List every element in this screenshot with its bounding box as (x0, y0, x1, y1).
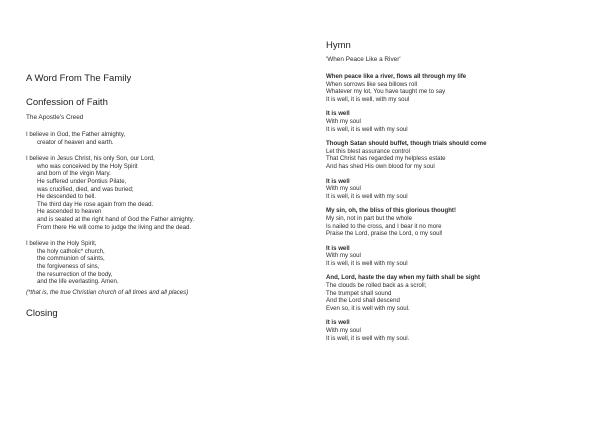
hymn-line: With my soul (326, 185, 361, 193)
hymn-line: Even so, it is well with my soul. (326, 304, 410, 312)
hymn-line: Though Satan should buffet, though trials should come (326, 140, 487, 148)
hymn-stanza (326, 245, 586, 268)
creed-paragraph-3 (26, 240, 286, 286)
hymn-stanza (326, 140, 586, 170)
hymn-line: It is well (326, 319, 350, 327)
hymn-stanza (326, 73, 586, 103)
hymn-line: It is well (326, 177, 350, 185)
hymn-line: And, Lord, haste the day when my faith shall be sight (326, 274, 481, 282)
creed-line: From there He will come to judge the living and the dead. (37, 223, 192, 231)
creed-line: I believe in the Holy Spirit, (26, 240, 97, 248)
hymn-line: It is well, it is well with my soul (326, 192, 408, 200)
hymn-stanza (326, 178, 586, 201)
hymn-line: Praise the Lord, praise the Lord, o my soul! (326, 230, 443, 238)
creed-line: I believe in Jesus Christ, his only Son, our Lord, (26, 155, 155, 163)
word-from-family-heading: A Word From The Family (26, 73, 132, 84)
creed-line: who was conceived by the Holy Spirit (37, 162, 138, 170)
creed-footnote: (*that is, the true Christian church of all times and all places) (26, 288, 189, 296)
creed-line: and born of the virgin Mary. (37, 170, 111, 178)
confession-heading: Confession of Faith (26, 97, 108, 108)
hymn-line: And has shed His own blood for my soul (326, 162, 435, 170)
hymn-line: With my soul (326, 327, 361, 335)
hymn-stanza (326, 274, 586, 312)
creed-line: was crucified, died, and was buried; (37, 185, 134, 193)
hymn-line: With my soul (326, 117, 361, 125)
hymn-line: It is well (326, 244, 350, 252)
creed-line: I believe in God, the Father almighty, (26, 131, 126, 138)
hymn-line: With my soul (326, 252, 361, 260)
creed-line: He suffered under Pontius Pilate, (37, 177, 127, 185)
creed-line: The third day He rose again from the dead. (37, 200, 154, 208)
creed-line: He descended to hell. (37, 193, 96, 201)
hymn-line: My sin, oh, the bliss of this glorious thought! (326, 207, 456, 215)
hymn-line: Whatever my lot, You have taught me to say (326, 88, 446, 96)
left-column (26, 73, 286, 320)
creed-paragraph-1 (26, 131, 286, 146)
creed-line: the resurrection of the body, (37, 270, 113, 278)
hymn-line: It is well, it is well with my soul. (326, 334, 410, 342)
creed-line: and is seated at the right hand of God the Father almighty. (37, 215, 195, 223)
hymn-line: The clouds be rolled back as a scroll; (326, 282, 427, 290)
hymn-line: It is well, it is well with my soul (326, 259, 408, 267)
hymn-line: It is well (326, 110, 350, 118)
creed-line: the communion of saints, (37, 255, 105, 263)
hymn-heading: Hymn (326, 40, 351, 51)
hymn-name: 'When Peace Like a River' (326, 56, 401, 63)
hymn-line: Is nailed to the cross, and I bear it no more (326, 222, 442, 230)
right-column (326, 40, 586, 342)
hymn-line: When sorrows like sea billows roll (326, 80, 418, 88)
creed-name: The Apostle's Creed (26, 114, 84, 121)
creed-line: He ascended to heaven (37, 208, 102, 216)
hymn-stanza (326, 319, 586, 342)
hymn-stanza (326, 207, 586, 237)
creed-line: creator of heaven and earth. (37, 138, 114, 146)
creed-line: and the life everlasting. Amen. (37, 278, 119, 286)
hymn-line: My sin, not in part but the whole (326, 214, 413, 222)
creed-paragraph-2 (26, 155, 286, 231)
hymn-line: That Christ has regarded my helpless estate (326, 155, 446, 163)
hymn-line: It is well, it is well, with my soul (326, 95, 410, 103)
creed-line: the holy catholic* church, (37, 247, 105, 255)
hymn-line: Let this blest assurance control (326, 147, 411, 155)
hymn-line: And the Lord shall descend (326, 297, 400, 305)
hymn-stanza (326, 110, 586, 133)
hymn-lyrics (326, 73, 586, 342)
hymn-line: When peace like a river, flows all through my life (326, 73, 467, 80)
creed-line: the forgiveness of sins, (37, 262, 100, 270)
hymn-line: The trumpet shall sound (326, 289, 392, 297)
hymn-line: It is well, it is well with my soul (326, 125, 408, 133)
closing-heading: Closing (26, 308, 58, 320)
